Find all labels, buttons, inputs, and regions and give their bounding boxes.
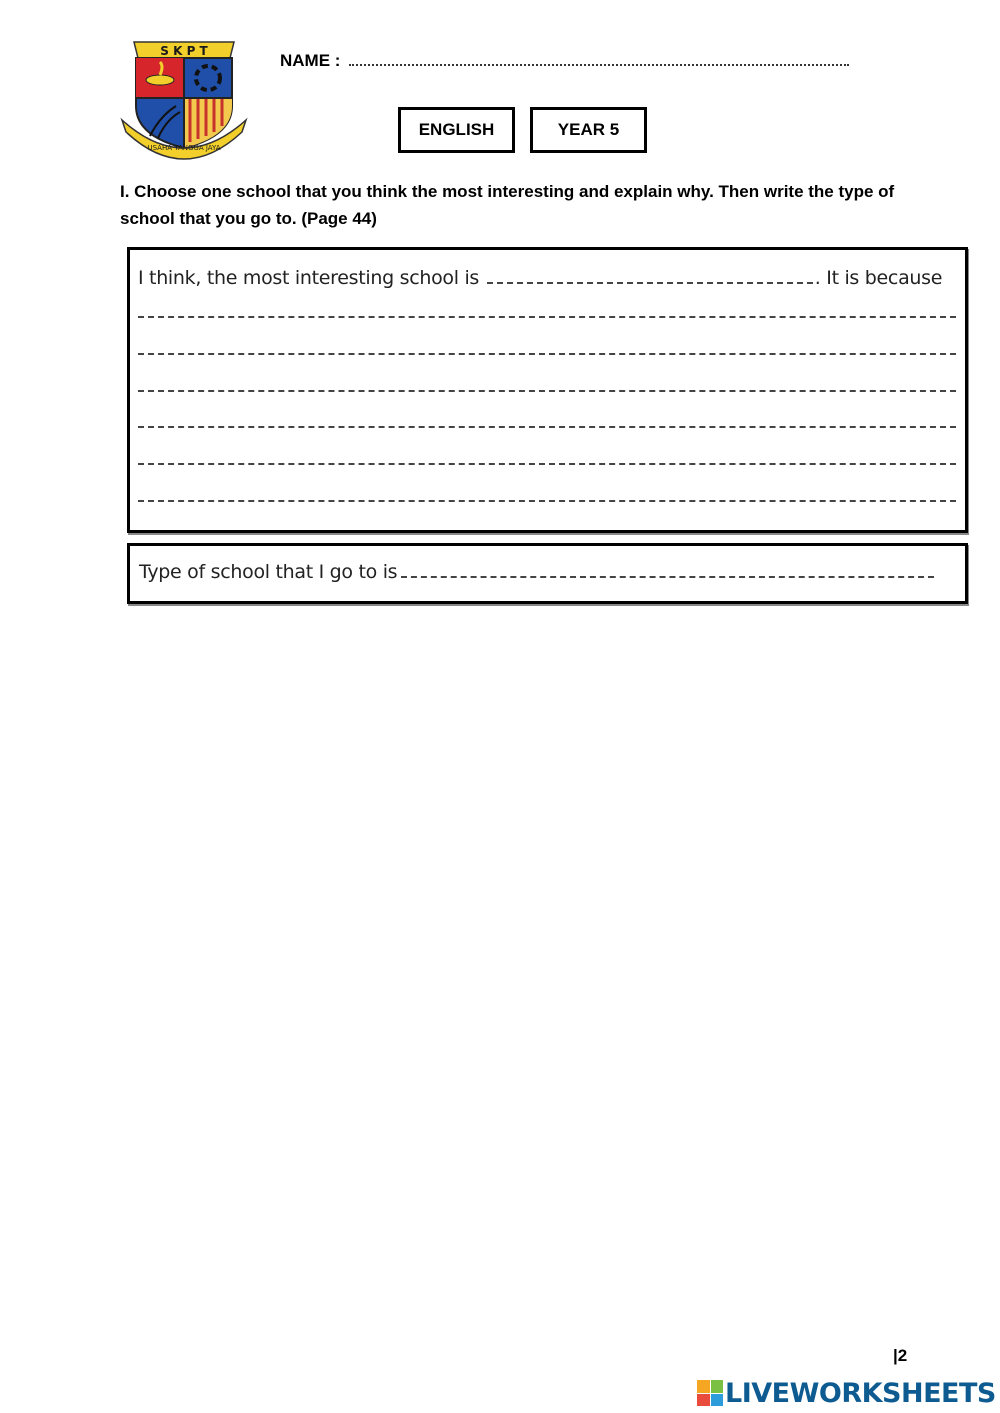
answer-line-3[interactable]: [138, 390, 956, 392]
answer-first-line: [138, 264, 942, 289]
logo-square-3: [697, 1394, 710, 1407]
answer-line-2[interactable]: [138, 353, 956, 355]
name-label: NAME :: [280, 51, 341, 70]
name-blank[interactable]: [349, 50, 849, 66]
answer-suffix: . It is because: [814, 267, 943, 289]
logo-square-4: [711, 1394, 724, 1407]
answer-line-5[interactable]: [138, 463, 956, 465]
liveworksheets-logo-icon: [697, 1380, 723, 1406]
watermark-text: LIVEWORKSHEETS: [725, 1377, 996, 1409]
answer-line-6[interactable]: [138, 500, 956, 502]
logo-square-2: [711, 1380, 724, 1393]
year-label: YEAR 5: [557, 120, 620, 139]
liveworksheets-watermark: [697, 1376, 996, 1410]
logo-square-1: [697, 1380, 710, 1393]
school-type-blank[interactable]: [401, 558, 934, 578]
school-type-prefix: Type of school that I go to is: [139, 561, 398, 583]
subject-box: [398, 107, 515, 153]
year-box: [530, 107, 647, 153]
interesting-school-blank[interactable]: [487, 264, 813, 284]
subject-label: ENGLISH: [418, 120, 495, 139]
page-number: |2: [893, 1346, 908, 1365]
answer-prefix: I think, the most interesting school is: [138, 267, 480, 289]
school-crest-logo: [120, 36, 248, 160]
answer-line-4[interactable]: [138, 426, 956, 428]
answer-box: [127, 247, 968, 533]
logo-banner-text: S K P T: [160, 44, 208, 58]
instruction-text: I. Choose one school that you think the most interesting and explain why. Then write the type of school that you go to. (Page 44): [120, 182, 895, 228]
answer-line-1[interactable]: [138, 316, 956, 318]
school-type-line: [139, 558, 934, 583]
name-field: [280, 50, 849, 71]
logo-motto-text: USAHA TANGGA JAYA: [147, 144, 221, 152]
school-type-box: [127, 543, 968, 604]
